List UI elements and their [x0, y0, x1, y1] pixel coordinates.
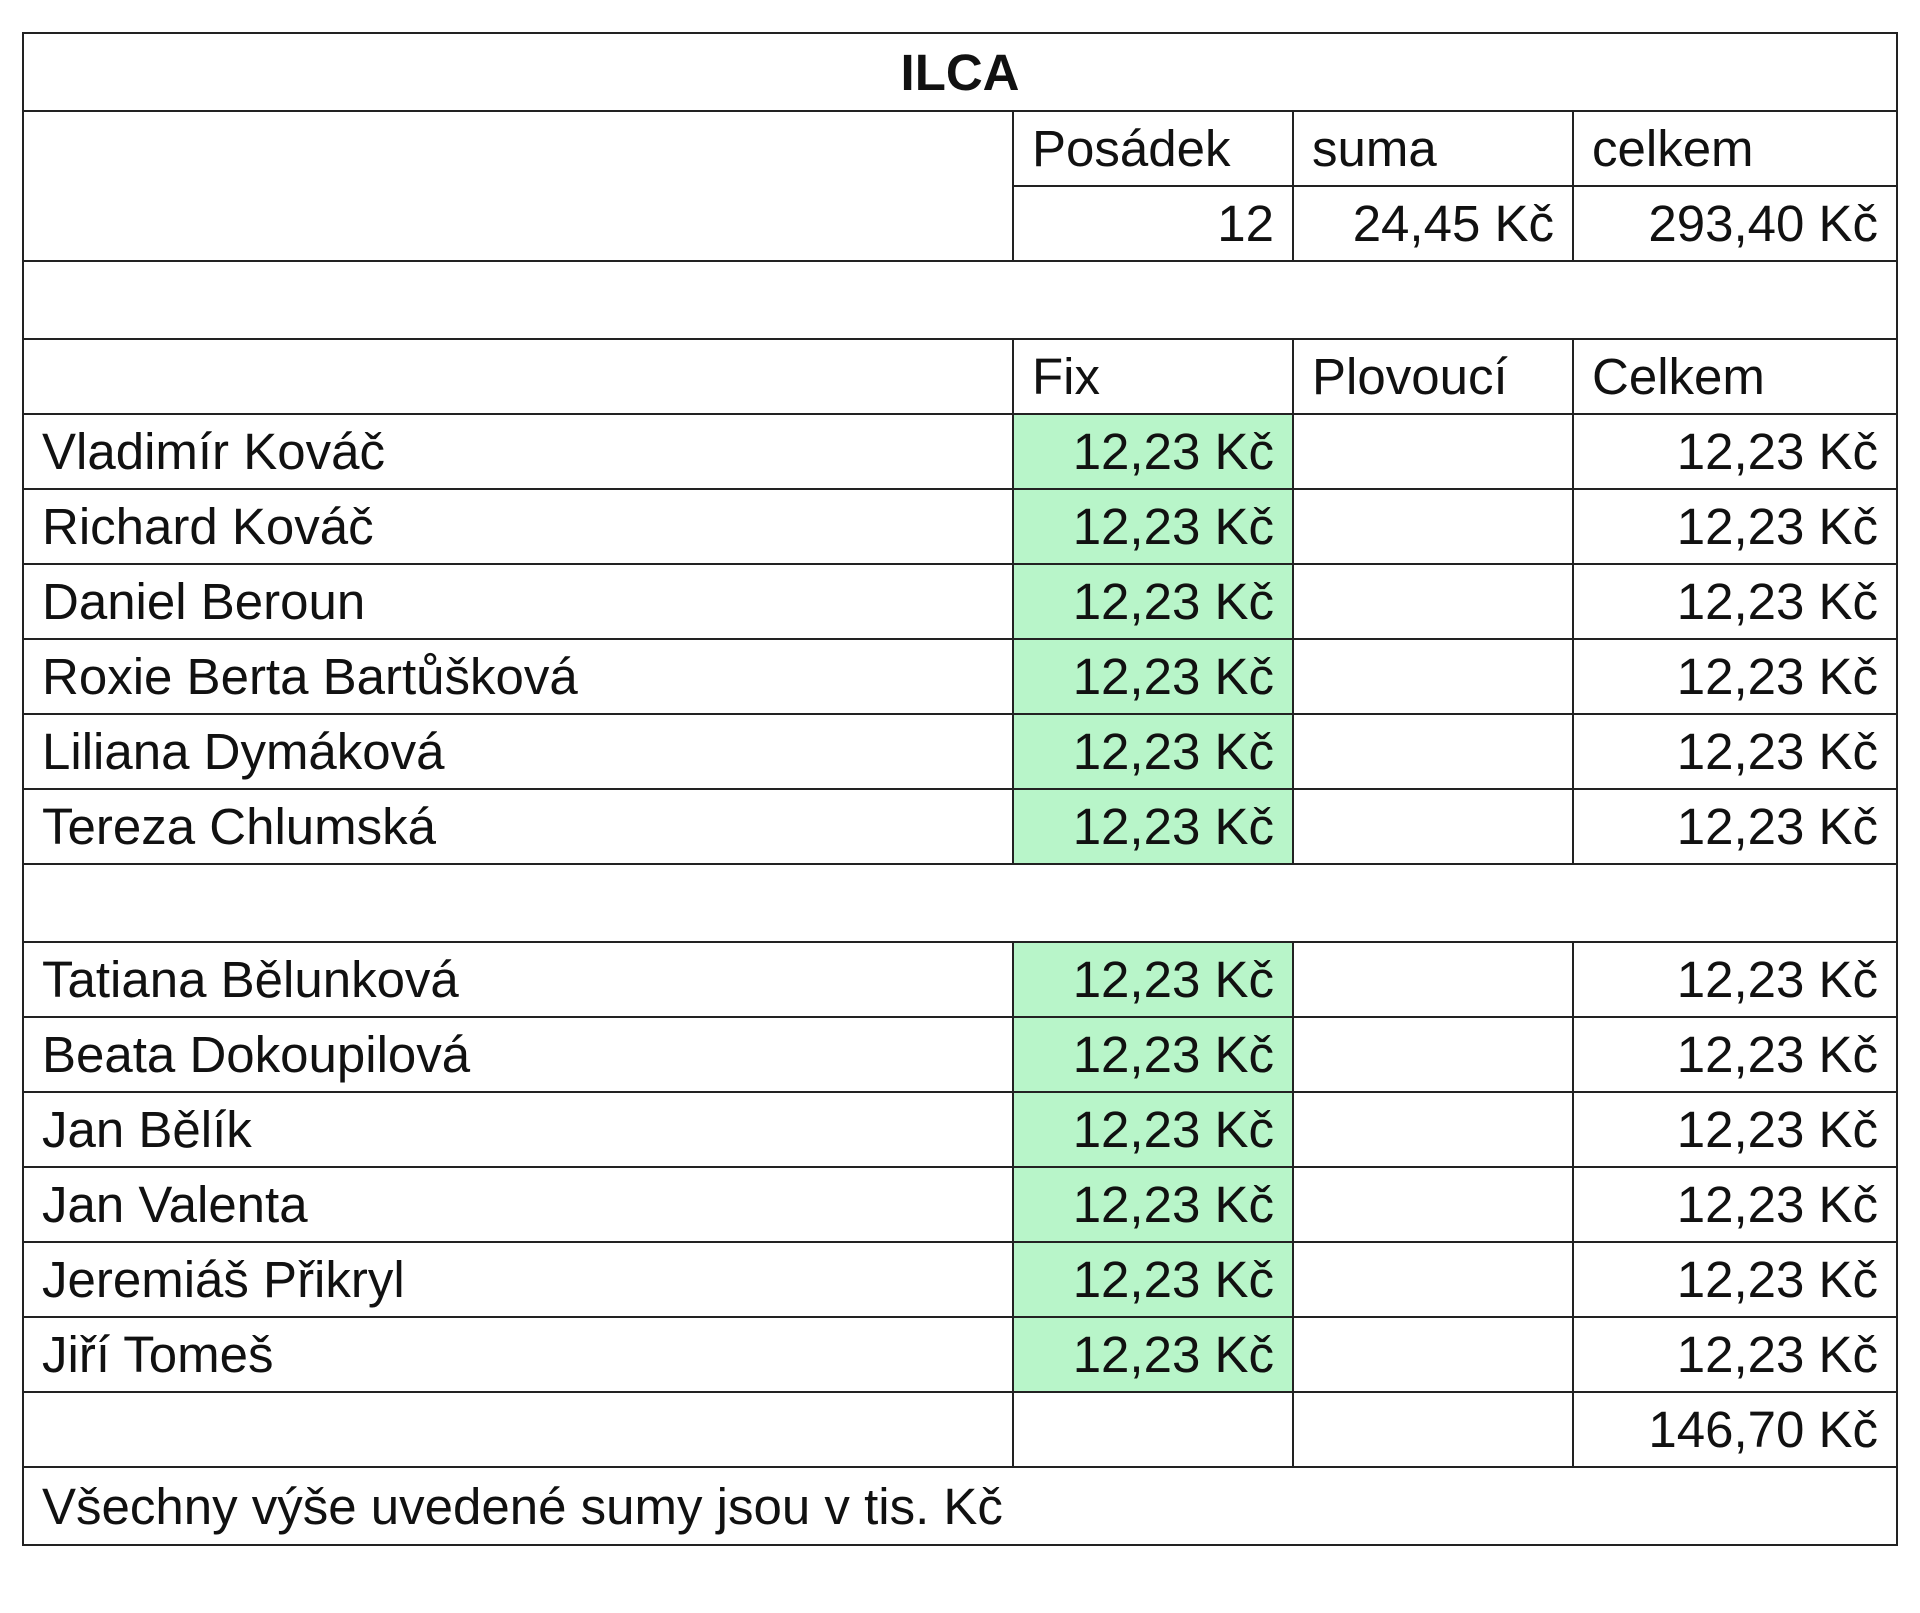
plovouci-amount-cell[interactable]	[1293, 564, 1573, 639]
person-name-cell[interactable]: Beata Dokoupilová	[23, 1017, 1013, 1092]
summary-header-posadek[interactable]: Posádek	[1013, 111, 1293, 186]
celkem-amount-cell[interactable]: 12,23 Kč	[1573, 564, 1897, 639]
fix-amount-cell[interactable]: 12,23 Kč	[1013, 1167, 1293, 1242]
spacer-row	[23, 261, 1897, 339]
person-name-cell[interactable]: Richard Kováč	[23, 489, 1013, 564]
footnote-row	[23, 1467, 1897, 1545]
plovouci-amount-cell[interactable]	[1293, 1242, 1573, 1317]
person-name-cell[interactable]: Jan Bělík	[23, 1092, 1013, 1167]
total-blank-plovouci[interactable]	[1293, 1392, 1573, 1467]
celkem-amount-cell[interactable]: 12,23 Kč	[1573, 1017, 1897, 1092]
table-row	[23, 564, 1897, 639]
table-row	[23, 1017, 1897, 1092]
table-row	[23, 1242, 1897, 1317]
total-blank-name[interactable]	[23, 1392, 1013, 1467]
celkem-amount-cell[interactable]: 12,23 Kč	[1573, 942, 1897, 1017]
summary-header-suma[interactable]: suma	[1293, 111, 1573, 186]
person-name-cell[interactable]: Jan Valenta	[23, 1167, 1013, 1242]
column-header-row	[23, 339, 1897, 414]
fix-amount-cell[interactable]: 12,23 Kč	[1013, 789, 1293, 864]
table-row	[23, 489, 1897, 564]
plovouci-amount-cell[interactable]	[1293, 639, 1573, 714]
celkem-amount-cell[interactable]: 12,23 Kč	[1573, 1242, 1897, 1317]
table-row	[23, 1167, 1897, 1242]
table-title[interactable]: ILCA	[23, 33, 1897, 111]
fix-amount-cell[interactable]: 12,23 Kč	[1013, 489, 1293, 564]
group1-rows	[23, 414, 1897, 864]
table-row	[23, 414, 1897, 489]
fix-amount-cell[interactable]: 12,23 Kč	[1013, 414, 1293, 489]
summary-value-posadek[interactable]: 12	[1013, 186, 1293, 261]
group2-rows	[23, 942, 1897, 1392]
ilca-table	[22, 32, 1898, 1546]
table-row	[23, 1317, 1897, 1392]
total-row	[23, 1392, 1897, 1467]
fix-amount-cell[interactable]: 12,23 Kč	[1013, 639, 1293, 714]
person-name-cell[interactable]: Liliana Dymáková	[23, 714, 1013, 789]
celkem-amount-cell[interactable]: 12,23 Kč	[1573, 1317, 1897, 1392]
person-name-cell[interactable]: Jiří Tomeš	[23, 1317, 1013, 1392]
plovouci-amount-cell[interactable]	[1293, 789, 1573, 864]
person-name-cell[interactable]: Roxie Berta Bartůšková	[23, 639, 1013, 714]
plovouci-amount-cell[interactable]	[1293, 1017, 1573, 1092]
spacer-cell[interactable]	[23, 261, 1897, 339]
fix-amount-cell[interactable]: 12,23 Kč	[1013, 1017, 1293, 1092]
total-blank-fix[interactable]	[1013, 1392, 1293, 1467]
plovouci-amount-cell[interactable]	[1293, 714, 1573, 789]
column-header-fix[interactable]: Fix	[1013, 339, 1293, 414]
summary-blank-cell[interactable]	[23, 111, 1013, 261]
celkem-amount-cell[interactable]: 12,23 Kč	[1573, 1092, 1897, 1167]
celkem-amount-cell[interactable]: 12,23 Kč	[1573, 1167, 1897, 1242]
fix-amount-cell[interactable]: 12,23 Kč	[1013, 1092, 1293, 1167]
table-row	[23, 1092, 1897, 1167]
celkem-amount-cell[interactable]: 12,23 Kč	[1573, 489, 1897, 564]
person-name-cell[interactable]: Jeremiáš Přikryl	[23, 1242, 1013, 1317]
plovouci-amount-cell[interactable]	[1293, 1167, 1573, 1242]
group-separator-cell[interactable]	[23, 864, 1897, 942]
celkem-amount-cell[interactable]: 12,23 Kč	[1573, 639, 1897, 714]
person-name-cell[interactable]: Tatiana Bělunková	[23, 942, 1013, 1017]
celkem-amount-cell[interactable]: 12,23 Kč	[1573, 714, 1897, 789]
footnote[interactable]: Všechny výše uvedené sumy jsou v tis. Kč	[23, 1467, 1897, 1545]
title-row	[23, 33, 1897, 111]
person-name-cell[interactable]: Tereza Chlumská	[23, 789, 1013, 864]
plovouci-amount-cell[interactable]	[1293, 414, 1573, 489]
celkem-amount-cell[interactable]: 12,23 Kč	[1573, 789, 1897, 864]
plovouci-amount-cell[interactable]	[1293, 1092, 1573, 1167]
column-header-plovouci[interactable]: Plovoucí	[1293, 339, 1573, 414]
person-name-cell[interactable]: Vladimír Kováč	[23, 414, 1013, 489]
total-value[interactable]: 146,70 Kč	[1573, 1392, 1897, 1467]
table-row	[23, 639, 1897, 714]
group-separator-row	[23, 864, 1897, 942]
table-row	[23, 942, 1897, 1017]
fix-amount-cell[interactable]: 12,23 Kč	[1013, 714, 1293, 789]
plovouci-amount-cell[interactable]	[1293, 942, 1573, 1017]
person-name-cell[interactable]: Daniel Beroun	[23, 564, 1013, 639]
table-row	[23, 714, 1897, 789]
column-header-name[interactable]	[23, 339, 1013, 414]
plovouci-amount-cell[interactable]	[1293, 489, 1573, 564]
fix-amount-cell[interactable]: 12,23 Kč	[1013, 1317, 1293, 1392]
table-row	[23, 789, 1897, 864]
summary-header-celkem[interactable]: celkem	[1573, 111, 1897, 186]
column-header-celkem[interactable]: Celkem	[1573, 339, 1897, 414]
fix-amount-cell[interactable]: 12,23 Kč	[1013, 942, 1293, 1017]
fix-amount-cell[interactable]: 12,23 Kč	[1013, 564, 1293, 639]
celkem-amount-cell[interactable]: 12,23 Kč	[1573, 414, 1897, 489]
summary-value-celkem[interactable]: 293,40 Kč	[1573, 186, 1897, 261]
fix-amount-cell[interactable]: 12,23 Kč	[1013, 1242, 1293, 1317]
plovouci-amount-cell[interactable]	[1293, 1317, 1573, 1392]
summary-header-row	[23, 111, 1897, 186]
summary-value-suma[interactable]: 24,45 Kč	[1293, 186, 1573, 261]
